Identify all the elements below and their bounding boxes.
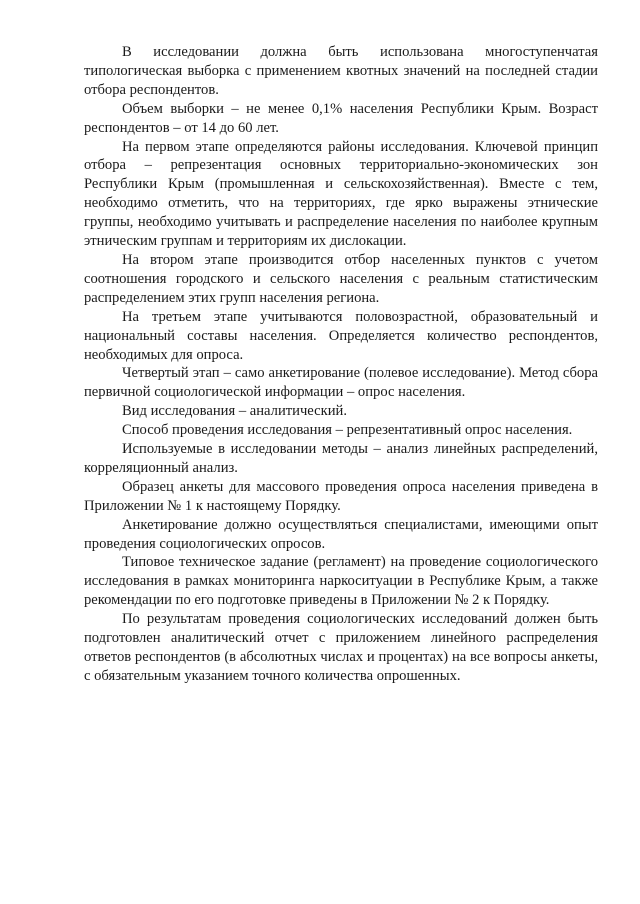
document-body bbox=[84, 43, 598, 686]
paragraph-technical-task: Типовое техническое задание (регламент) на проведение социологического исследования в рамках мониторинга наркоситуации в Республике Крым, а также рекомендации по его подготовке приведены в Приложении № 2 к Порядку. bbox=[84, 554, 598, 609]
paragraph-stage-three: На третьем этапе учитываются половозрастной, образовательный и национальный составы населения. Определяется количество респондентов, необходимых для опроса. bbox=[84, 308, 598, 363]
paragraph-specialists: Анкетирование должно осуществляться специалистами, имеющими опыт проведения социологических опросов. bbox=[84, 516, 598, 552]
paragraph-analysis-methods: Используемые в исследовании методы – анализ линейных распределений, корреляционный анализ. bbox=[84, 441, 598, 476]
paragraph-research-type: Вид исследования – аналитический. bbox=[122, 403, 347, 420]
paragraph-sampling: В исследовании должна быть использована многоступенчатая типологическая выборка с применением квотных значений на последней стадии отбора респондентов. bbox=[84, 44, 598, 98]
paragraph-research-method: Способ проведения исследования – репрезентативный опрос населения. bbox=[122, 422, 573, 439]
paragraph-stage-one: На первом этапе определяются районы исследования. Ключевой принцип отбора – репрезентация основных территориально-экономических зон Республики Крым (промышленная и сельскохозяйственная). Вместе с тем, необходимо отметить, что на территориях, где ярко выражены этнические группы, необходимо учитывать и распределение населения по наиболее крупным этническим группам и территориям их дислокации. bbox=[84, 138, 598, 250]
paragraph-analytical-report: По результатам проведения социологических исследований должен быть подготовлен аналитический отчет с приложением линейного распределения ответов респондентов (в абсолютных числах и процентах) на все вопросы анкеты, с обязательным указанием точного количества опрошенных. bbox=[84, 611, 598, 684]
paragraph-stage-four: Четвертый этап – само анкетирование (полевое исследование). Метод сбора первичной социологической информации – опрос населения. bbox=[84, 365, 598, 401]
paragraph-questionnaire-sample: Образец анкеты для массового проведения опроса населения приведена в Приложении № 1 к настоящему Порядку. bbox=[84, 478, 598, 514]
paragraph-stage-two: На втором этапе производится отбор населенных пунктов с учетом соотношения городского и сельского населения с реальным статистическим распределением этих групп населения региона. bbox=[84, 251, 598, 306]
paragraph-sample-size: Объем выборки – не менее 0,1% населения Республики Крым. Возраст респондентов – от 14 до 60 лет. bbox=[84, 100, 598, 136]
